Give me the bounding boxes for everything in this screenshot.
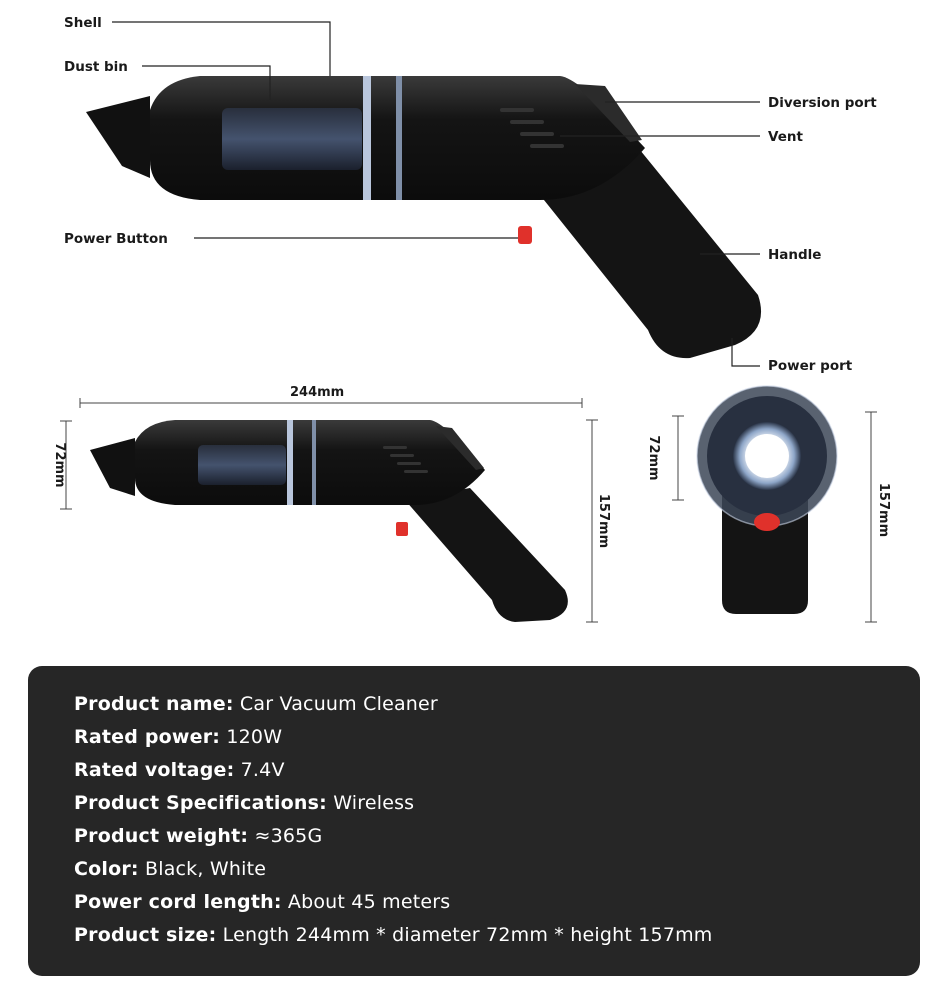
spec-row-color: Color: Black, White: [74, 858, 267, 880]
spec-row-product-size: Product size: Length 244mm * diameter 72mm * height 157mm: [74, 924, 713, 946]
callout-vent: Vent: [768, 129, 803, 145]
spec-row-product-specifications: Product Specifications: Wireless: [74, 792, 415, 814]
spec-row-power-cord-length: Power cord length: About 45 meters: [74, 891, 451, 913]
callout-diversion-port: Diversion port: [768, 95, 877, 111]
nozzle: [86, 96, 150, 178]
vacuum-side-view: [90, 420, 568, 622]
power-button-shape: [518, 226, 532, 244]
dimension-front-diameter: 72mm: [646, 435, 661, 481]
spec-row-rated-power: Rated power: 120W: [74, 726, 283, 748]
spec-row-product-name: Product name: Car Vacuum Cleaner: [74, 693, 438, 715]
callout-handle: Handle: [768, 247, 822, 263]
spec-panel: [28, 666, 920, 976]
vacuum-front-view: [697, 386, 837, 614]
dust-bin-shape: [222, 108, 362, 170]
callout-power-port: Power port: [768, 358, 853, 374]
spec-row-rated-voltage: Rated voltage: 7.4V: [74, 759, 285, 781]
dimension-front-height: 157mm: [876, 482, 891, 538]
callout-dust-bin: Dust bin: [64, 59, 128, 75]
dimension-length: 244mm: [290, 385, 345, 400]
dimension-side-diameter: 72mm: [52, 442, 67, 488]
dimension-side-height: 157mm: [596, 493, 611, 549]
callout-shell: Shell: [64, 15, 102, 31]
callout-power-button: Power Button: [64, 231, 168, 247]
spec-row-product-weight: Product weight: ≈365G: [74, 825, 323, 847]
vacuum-main-view: [86, 76, 761, 358]
